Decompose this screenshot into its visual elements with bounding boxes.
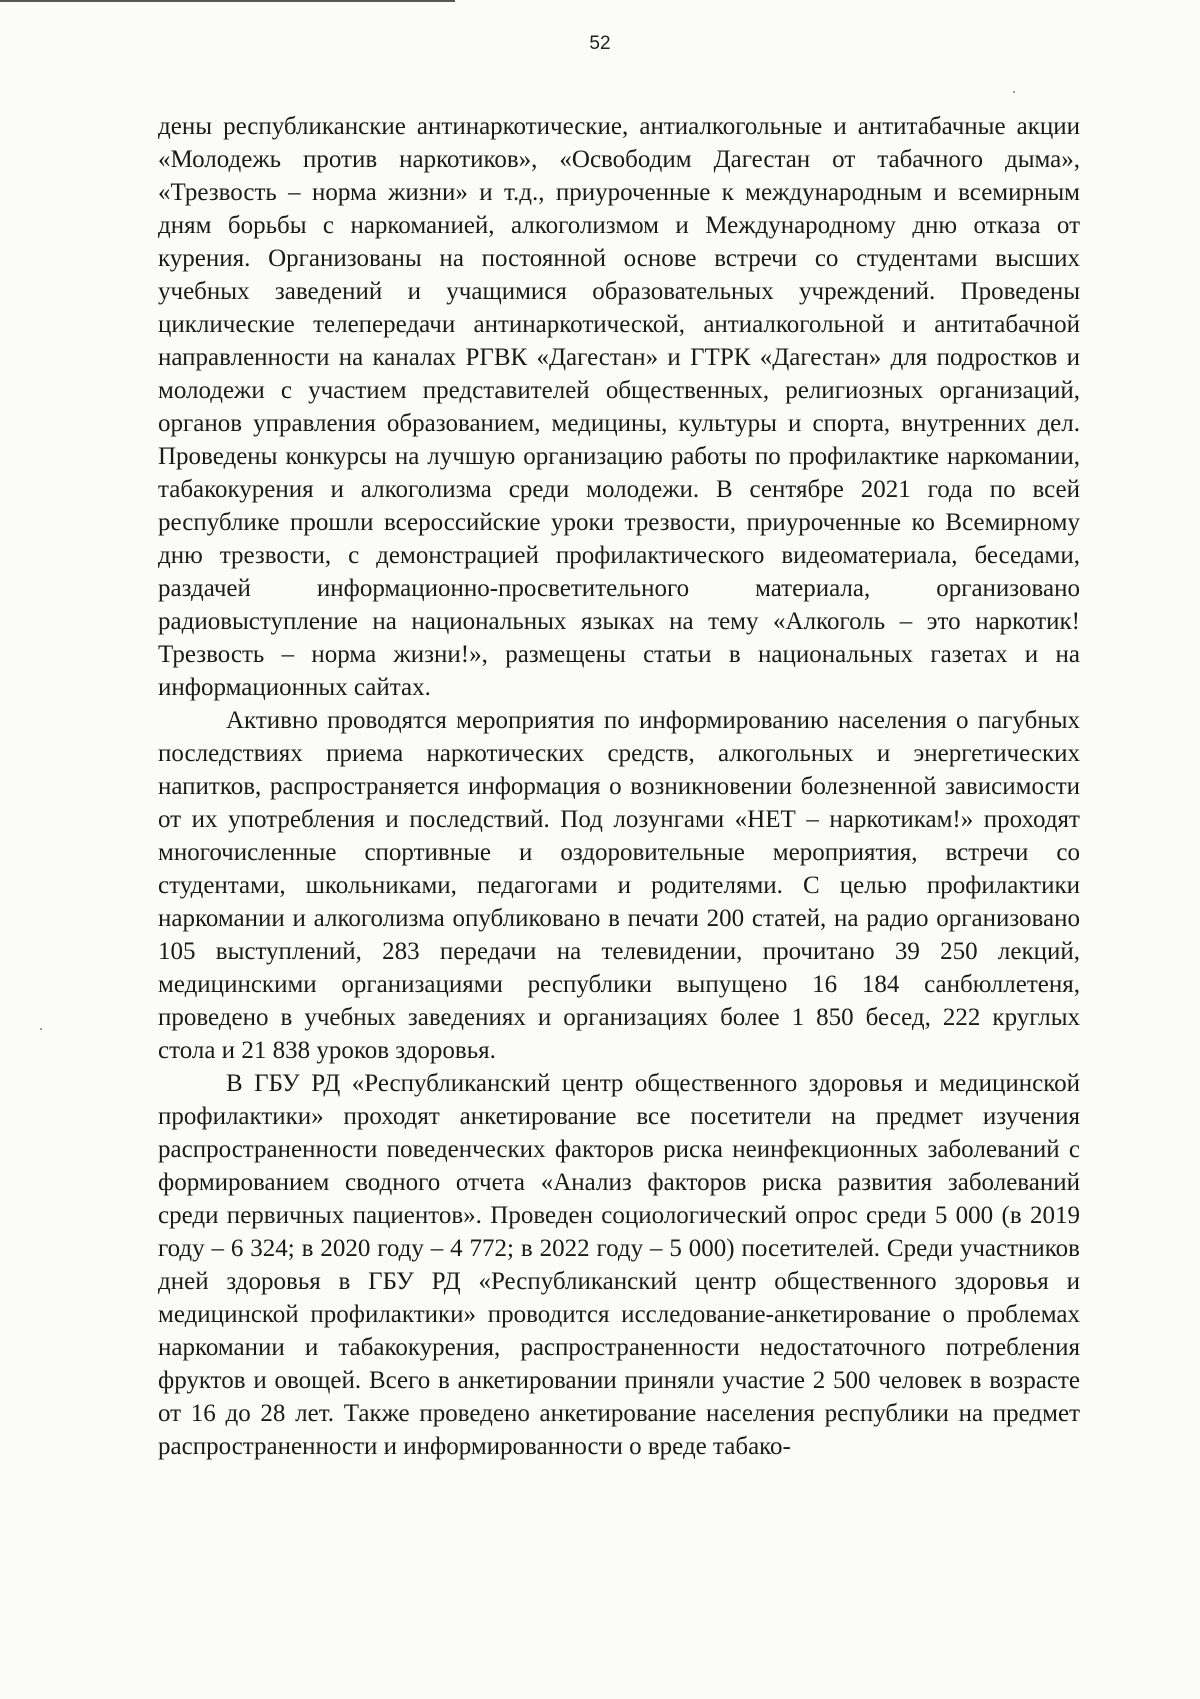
scan-edge-line [0, 0, 455, 2]
body-text [158, 110, 1080, 1463]
page-number: 52 [589, 33, 611, 54]
paragraph-3: В ГБУ РД «Республиканский центр общественного здоровья и медицинской профилактики» проходят анкетирование все посетители на предмет изучения распространенности поведенческих факторов риска неинфекционных заболеваний с формированием сводного отчета «Анализ факторов риска развития заболеваний среди первичных пациентов». Проведен социологический опрос среди 5 000 (в 2019 году – 6 324; в 2020 году – 4 772; в 2022 году – 5 000) посетителей. Среди участников дней здоровья в ГБУ РД «Республиканский центр общественного здоровья и медицинской профилактики» проводится исследование-анкетирование о проблемах наркомании и табакокурения, распространенности недостаточного потребления фруктов и овощей. Всего в анкетировании приняли участие 2 500 человек в возрасте от 16 до 28 лет. Также проведено анкетирование населения республики на предмет распространенности и информированности о вреде табако- [158, 1070, 1080, 1460]
scan-speck [1013, 91, 1015, 93]
scan-speck [40, 1028, 42, 1030]
paragraph-2: Активно проводятся мероприятия по информированию населения о пагубных последствиях приема наркотических средств, алкогольных и энергетических напитков, распространяется информация о возникновении болезненной зависимости от их употребления и последствий. Под лозунгами «НЕТ – наркотикам!» проходят многочисленные спортивные и оздоровительные мероприятия, встречи со студентами, школьниками, педагогами и родителями. С целью профилактики наркомании и алкоголизма опубликовано в печати 200 статей, на радио организовано 105 выступлений, 283 передачи на телевидении, прочитано 39 250 лекций, медицинскими организациями республики выпущено 16 184 санбюллетеня, проведено в учебных заведениях и организациях более 1 850 бесед, 222 круглых стола и 21 838 уроков здоровья. [158, 707, 1080, 1064]
paragraph-1: дены республиканские антинаркотические, антиалкогольные и антитабачные акции «Молодежь против наркотиков», «Освободим Дагестан от табачного дыма», «Трезвость – норма жизни» и т.д., приуроченные к международным и всемирным дням борьбы с наркоманией, алкоголизмом и Международному дню отказа от курения. Организованы на постоянной основе встречи со студентами высших учебных заведений и учащимися образовательных учреждений. Проведены циклические телепередачи антинаркотической, антиалкогольной и антитабачной направленности на каналах РГВК «Дагестан» и ГТРК «Дагестан» для подростков и молодежи с участием представителей общественных, религиозных организаций, органов управления образованием, медицины, культуры и спорта, внутренних дел. Проведены конкурсы на лучшую организацию работы по профилактике наркомании, табакокурения и алкоголизма среди молодежи. В сентябре 2021 года по всей республике прошли всероссийские уроки трезвости, приуроченные ко Всемирному дню трезвости, с демонстрацией профилактического видеоматериала, беседами, раздачей информационно-просветительного материала, организовано радиовыступление на национальных языках на тему «Алкоголь – это наркотик! Трезвость – норма жизни!», размещены статьи в национальных газетах и на информационных сайтах. [158, 113, 1080, 701]
